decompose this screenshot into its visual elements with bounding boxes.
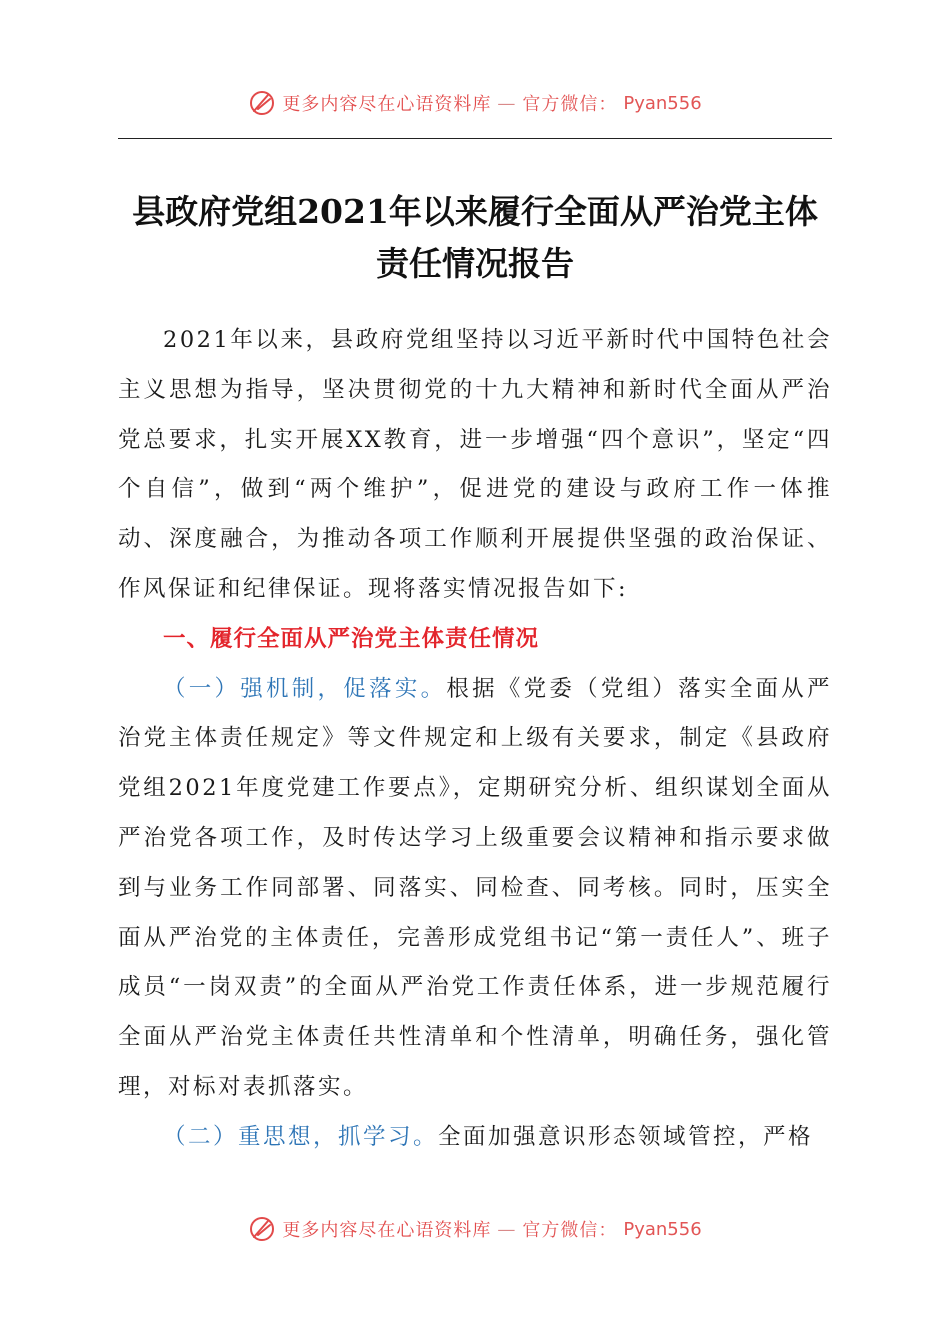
quill-logo-icon [248, 89, 276, 117]
item-2-heading: （二）重思想，抓学习。 [163, 1123, 439, 1150]
item-2-paragraph [118, 1113, 832, 1163]
footer-wechat-label: 官方微信： [522, 1220, 618, 1241]
section-1-heading: 一、履行全面从严治党主体责任情况 [163, 625, 540, 652]
header-separator: — [497, 92, 517, 114]
header-rule [118, 138, 832, 139]
section-1-paragraph [118, 615, 832, 665]
footer-site-text: 更多内容尽在心语资料库 [282, 1220, 492, 1241]
document-body [118, 316, 832, 1163]
header-site-text: 更多内容尽在心语资料库 [282, 94, 492, 115]
header-wechat-label: 官方微信： [522, 94, 618, 115]
item-2-body: 全面加强意识形态领域管控，严格 [438, 1123, 814, 1150]
item-1-heading: （一）强机制，促落实。 [163, 675, 447, 702]
document-title: 县政府党组2021年以来履行全面从严治党主体责任情况报告 [132, 192, 818, 283]
footer-wechat-id: Pyan556 [623, 1218, 702, 1240]
footer-banner [0, 1212, 950, 1246]
header-wechat-id: Pyan556 [623, 92, 702, 114]
footer-separator: — [497, 1218, 517, 1240]
item-1-paragraph [118, 665, 832, 1113]
header-banner [0, 86, 950, 120]
quill-logo-icon [248, 1215, 276, 1243]
item-1-body: 根据《党委（党组）落实全面从严治党主体责任规定》等文件规定和上级有关要求，制定《县政府党组2021年度党建工作要点》，定期研究分析、组织谋划全面从严治党各项工作，及时传达学习上级重要会议精神和指示要求做到与业务工作同部署、同落实、同检查、同考核。同时，压实全面从严治党的主体责任，完善形成党组书记“第一责任人”、班子成员“一岗双责”的全面从严治党工作责任体系，进一步规范履行全面从严治党主体责任共性清单和个性清单，明确任务，强化管理，对标对表抓落实。 [118, 675, 832, 1100]
intro-paragraph: 2021年以来，县政府党组坚持以习近平新时代中国特色社会主义思想为指导，坚决贯彻党的十九大精神和新时代全面从严治党总要求，扎实开展XX教育，进一步增强“四个意识”，坚定“四个自信”，做到“两个维护”，促进党的建设与政府工作一体推动、深度融合，为推动各项工作顺利开展提供坚强的政治保证、作风保证和纪律保证。现将落实情况报告如下: [118, 327, 832, 602]
